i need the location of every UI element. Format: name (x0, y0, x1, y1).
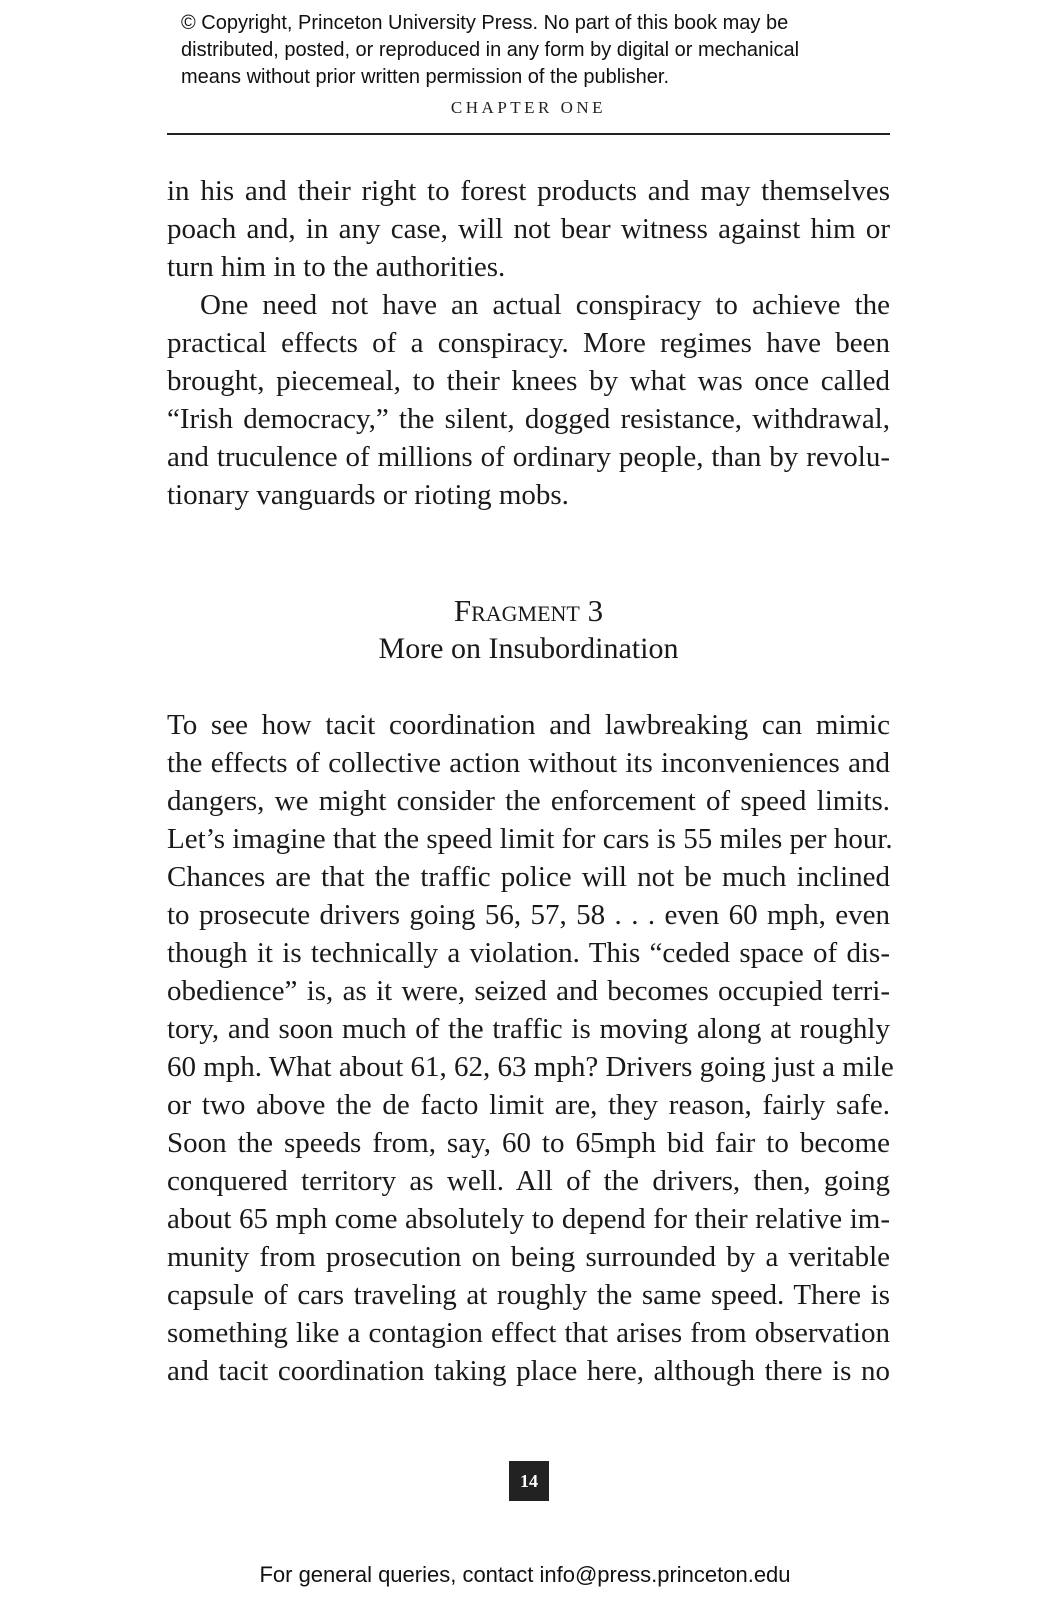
text-line: turn him in to the authorities. (167, 251, 506, 283)
copyright-line: distributed, posted, or reproduced in any form by digital or mechanical (181, 39, 800, 61)
text-line: One need not have an actual conspiracy to achieve the (200, 289, 890, 321)
text-line: To see how tacit coordination and lawbreaking can mimic (167, 709, 890, 741)
text-line: Let’s imagine that the speed limit for cars is 55 miles per hour. (167, 823, 893, 855)
text-line: “Irish democracy,” the silent, dogged resistance, withdrawal, (167, 403, 890, 435)
page-number: 14 (509, 1461, 549, 1501)
text-line: dangers, we might consider the enforcement of speed limits. (167, 785, 890, 817)
text-line: or two above the de facto limit are, they reason, fairly safe. (167, 1089, 890, 1121)
text-line: capsule of cars traveling at roughly the same speed. There is (167, 1279, 890, 1311)
text-line: brought, piecemeal, to their knees by what was once called (167, 365, 890, 397)
text-line: to prosecute drivers going 56, 57, 58 . . . even 60 mph, even (167, 899, 890, 931)
body-text-bottom (167, 706, 894, 1390)
section-heading (167, 592, 890, 668)
body-text-top (167, 172, 890, 514)
text-line: conquered territory as well. All of the drivers, then, going (167, 1165, 890, 1197)
text-line: tionary vanguards or rioting mobs. (167, 479, 569, 511)
copyright-line: means without prior written permission of the publisher. (181, 66, 670, 88)
copyright-notice (181, 10, 901, 91)
text-line: about 65 mph come absolutely to depend for their relative im- (167, 1203, 890, 1235)
footer-contact: For general queries, contact info@press.princeton.edu (259, 1562, 791, 1587)
text-line: Soon the speeds from, say, 60 to 65mph bid fair to become (167, 1127, 890, 1159)
copyright-line: © Copyright, Princeton University Press. No part of this book may be (181, 12, 789, 34)
text-line: something like a contagion effect that arises from observation (167, 1317, 890, 1349)
text-line: practical effects of a conspiracy. More regimes have been (167, 327, 890, 359)
text-line: obedience” is, as it were, seized and becomes occupied terri- (167, 975, 890, 1007)
text-line: the effects of collective action without its inconveniences and (167, 747, 890, 779)
text-line: though it is technically a violation. This “ceded space of dis- (167, 937, 890, 969)
text-line: poach and, in any case, will not bear witness against him or (167, 213, 890, 245)
text-line: Chances are that the traffic police will not be much inclined (167, 861, 890, 893)
text-line: tory, and soon much of the traffic is moving along at roughly (167, 1013, 890, 1045)
text-line: and truculence of millions of ordinary people, than by revolu- (167, 441, 890, 473)
text-line: munity from prosecution on being surrounded by a veritable (167, 1241, 890, 1273)
text-line: 60 mph. What about 61, 62, 63 mph? Drivers going just a mile (167, 1051, 894, 1083)
section-label: Fragment 3 (453, 593, 604, 628)
text-line: and tacit coordination taking place here, although there is no (167, 1355, 890, 1387)
running-header: CHAPTER ONE (450, 98, 607, 117)
section-title: More on Insubordination (378, 632, 679, 665)
text-line: in his and their right to forest products and may themselves (167, 175, 890, 207)
header-rule (167, 133, 890, 135)
